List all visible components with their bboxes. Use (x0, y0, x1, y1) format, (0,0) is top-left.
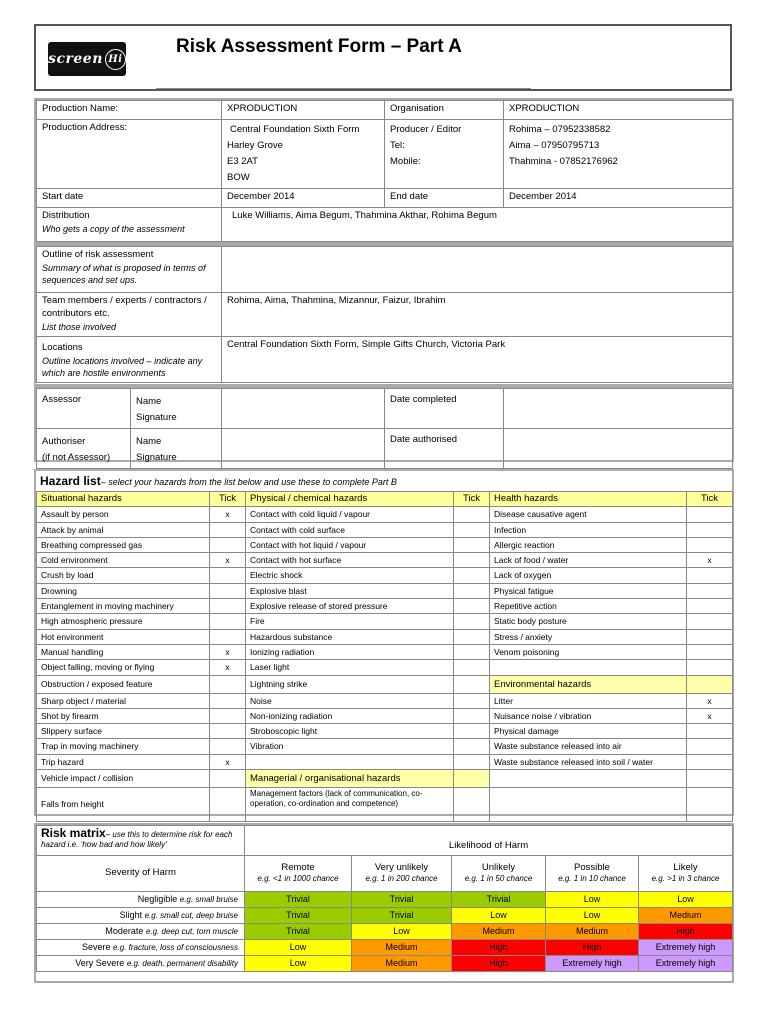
likelihood-very-unlikely: Very unlikely e.g. 1 in 200 chance (352, 856, 452, 892)
severity-slight: Slight e.g. small cut, deep bruise (37, 908, 245, 924)
hazard-item: Waste substance released into soil / water (490, 754, 687, 769)
distribution-value[interactable]: Luke Williams, Aima Begum, Thahmina Akthar, Rohima Begum (222, 208, 733, 242)
tick-cell[interactable] (454, 788, 490, 822)
screen-hi-logo: screen Hi (48, 42, 126, 76)
production-name-label: Production Name: (37, 101, 222, 120)
hazard-item: Venom poisoning (490, 644, 687, 659)
hazard-item: Lack of food / water (490, 553, 687, 568)
hazard-row (37, 693, 733, 708)
risk-level-cell: Extremely high (639, 956, 733, 972)
hazard-item: Litter (490, 693, 687, 708)
hazard-item: Falls from height (37, 788, 210, 822)
outline-value[interactable] (222, 247, 733, 293)
hazard-item: Allergic reaction (490, 537, 687, 552)
hazard-item: Non-ionizing radiation (246, 708, 454, 723)
risk-level-cell: Trivial (352, 892, 452, 908)
tick-cell[interactable] (687, 583, 733, 598)
hazard-row (37, 788, 733, 822)
hazard-row (37, 724, 733, 739)
tick-cell[interactable] (687, 537, 733, 552)
hazard-item: Contact with hot surface (246, 553, 454, 568)
tick-cell[interactable] (687, 599, 733, 614)
header-tick-space (687, 675, 733, 693)
likelihood-remote: Remote e.g. <1 in 1000 chance (245, 856, 352, 892)
authoriser-label: Authoriser (if not Assessor) (37, 429, 131, 469)
severity-header: Severity of Harm (37, 856, 245, 892)
hazard-row (37, 675, 733, 693)
tick-header: Tick (210, 492, 246, 507)
hazard-row (37, 660, 733, 675)
hazard-list-heading: Hazard list– select your hazards from the list below and use these to complete Part B (40, 474, 397, 488)
production-name-value[interactable]: XPRODUCTION (222, 101, 385, 120)
assessor-fields-label: Name Signature (131, 389, 222, 429)
hazard-item: Fire (246, 614, 454, 629)
risk-matrix-row (37, 956, 733, 972)
hazard-item: Entanglement in moving machinery (37, 599, 210, 614)
risk-level-cell: Medium (639, 908, 733, 924)
tick-cell[interactable] (454, 660, 490, 675)
title-underline (156, 88, 531, 89)
empty-cell (490, 770, 687, 788)
risk-level-cell: Medium (352, 940, 452, 956)
locations-label: Locations Outline locations involved – indicate any which are hostile environments (37, 337, 222, 383)
risk-level-cell: Extremely high (639, 940, 733, 956)
risk-level-cell: Trivial (452, 892, 546, 908)
risk-level-cell: Trivial (245, 924, 352, 940)
organisation-value[interactable]: XPRODUCTION (504, 101, 733, 120)
hazard-item: Cold environment (37, 553, 210, 568)
risk-level-cell: High (452, 956, 546, 972)
outline-label: Outline of risk assessment Summary of what is proposed in terms of sequences and set ups. (37, 247, 222, 293)
header-tick-space (454, 770, 490, 788)
risk-level-cell: High (452, 940, 546, 956)
tick-cell[interactable] (210, 568, 246, 583)
risk-level-cell: Medium (452, 924, 546, 940)
tick-cell[interactable] (454, 583, 490, 598)
tick-cell[interactable]: x (210, 507, 246, 522)
team-value[interactable]: Rohima, Aima, Thahmina, Mizannur, Faizur, Ibrahim (222, 293, 733, 337)
risk-matrix-row (37, 892, 733, 908)
tick-cell[interactable] (687, 568, 733, 583)
hazard-row (37, 583, 733, 598)
hazard-item: Noise (246, 693, 454, 708)
hazard-item: Vehicle impact / collision (37, 770, 210, 788)
hazard-item: Obstruction / exposed feature (37, 675, 210, 693)
hazard-item: Infection (490, 522, 687, 537)
environmental-header: Environmental hazards (490, 675, 687, 693)
hazard-item: Contact with cold liquid / vapour (246, 507, 454, 522)
tick-cell[interactable] (687, 754, 733, 769)
risk-level-cell: Low (546, 892, 639, 908)
risk-level-cell: Low (546, 908, 639, 924)
risk-matrix-row (37, 908, 733, 924)
hazard-item: Stroboscopic light (246, 724, 454, 739)
hazard-item: Management factors (lack of communication, co-operation, co-ordination and competence) (246, 788, 454, 822)
start-date-label: Start date (37, 189, 222, 208)
hazard-item: Contact with cold surface (246, 522, 454, 537)
risk-level-cell: Trivial (245, 908, 352, 924)
risk-level-cell: High (639, 924, 733, 940)
hazard-item: Disease causative agent (490, 507, 687, 522)
signoff-table (36, 388, 733, 469)
tick-header: Tick (687, 492, 733, 507)
risk-level-cell: Trivial (245, 892, 352, 908)
situational-header: Situational hazards (37, 492, 210, 507)
tick-cell[interactable] (454, 693, 490, 708)
tick-cell[interactable] (454, 522, 490, 537)
end-date-value[interactable]: December 2014 (504, 189, 733, 208)
production-address-value[interactable]: Central Foundation Sixth Form Harley Grove E3 2AT BOW (222, 120, 385, 189)
tick-cell[interactable] (454, 754, 490, 769)
hazard-item: Explosive blast (246, 583, 454, 598)
hazard-row (37, 708, 733, 723)
tick-cell[interactable] (454, 724, 490, 739)
hazard-item: Physical fatigue (490, 583, 687, 598)
assessor-input[interactable] (222, 389, 385, 429)
end-date-label: End date (385, 189, 504, 208)
tick-cell[interactable] (210, 675, 246, 693)
tick-cell[interactable] (687, 644, 733, 659)
risk-level-cell: High (546, 940, 639, 956)
hazard-item: Stress / anxiety (490, 629, 687, 644)
hazard-item: Drowning (37, 583, 210, 598)
tick-cell[interactable] (687, 507, 733, 522)
hazard-row (37, 553, 733, 568)
hazard-item: Vibration (246, 739, 454, 754)
tick-cell[interactable] (210, 522, 246, 537)
hazard-item: Sharp object / material (37, 693, 210, 708)
hazard-item: Contact with hot liquid / vapour (246, 537, 454, 552)
tick-cell[interactable] (687, 788, 733, 822)
tick-cell[interactable] (210, 788, 246, 822)
hazard-row (37, 739, 733, 754)
tick-cell[interactable] (687, 660, 733, 675)
tick-cell[interactable] (454, 739, 490, 754)
tick-cell[interactable] (210, 537, 246, 552)
risk-level-cell: Trivial (352, 908, 452, 924)
likelihood-likely: Likely e.g. >1 in 3 chance (639, 856, 733, 892)
locations-value[interactable]: Central Foundation Sixth Form, Simple Gifts Church, Victoria Park (222, 337, 733, 383)
hazard-item: Hot environment (37, 629, 210, 644)
tick-cell[interactable] (454, 644, 490, 659)
hazard-item: Assault by person (37, 507, 210, 522)
page-title: Risk Assessment Form – Part A (176, 36, 462, 57)
date-completed-label: Date completed (385, 389, 504, 429)
physical-header: Physical / chemical hazards (246, 492, 454, 507)
tick-cell[interactable] (210, 693, 246, 708)
hazard-item: Object falling, moving or flying (37, 660, 210, 675)
tick-cell[interactable]: x (210, 660, 246, 675)
organisation-label: Organisation (385, 101, 504, 120)
hazard-item: Trip hazard (37, 754, 210, 769)
hazard-item: Electric shock (246, 568, 454, 583)
hazard-item: Attack by animal (37, 522, 210, 537)
tick-cell[interactable] (454, 675, 490, 693)
hazard-row (37, 614, 733, 629)
severity-very-severe: Very Severe e.g. death, permanent disability (37, 956, 245, 972)
tick-cell[interactable] (454, 614, 490, 629)
risk-matrix-heading: Risk matrix– use this to determine risk for each hazard i.e. ‘how bad and how likely’ (37, 826, 245, 856)
risk-level-cell: Extremely high (546, 956, 639, 972)
hazard-item: Lack of oxygen (490, 568, 687, 583)
hazard-item: Ionizing radiation (246, 644, 454, 659)
hazard-item: High atmospheric pressure (37, 614, 210, 629)
tick-cell[interactable] (210, 708, 246, 723)
likelihood-unlikely: Unlikely e.g. 1 in 50 chance (452, 856, 546, 892)
tick-cell[interactable] (210, 599, 246, 614)
hazard-item: Laser light (246, 660, 454, 675)
risk-level-cell: Low (352, 924, 452, 940)
outline-table (36, 246, 733, 383)
hazard-item: Lightning strike (246, 675, 454, 693)
tick-cell[interactable] (687, 614, 733, 629)
risk-matrix-row (37, 924, 733, 940)
tick-cell[interactable] (454, 553, 490, 568)
empty-cell (490, 660, 687, 675)
severity-negligible: Negligible e.g. small bruise (37, 892, 245, 908)
tick-cell[interactable] (687, 629, 733, 644)
risk-matrix-table (36, 825, 733, 972)
tick-cell[interactable]: x (210, 754, 246, 769)
tick-cell[interactable] (454, 629, 490, 644)
tick-cell[interactable] (454, 568, 490, 583)
tick-cell[interactable] (454, 599, 490, 614)
tick-cell[interactable]: x (210, 644, 246, 659)
authoriser-input[interactable] (222, 429, 385, 469)
authoriser-fields-label: Name Signature (131, 429, 222, 469)
hazard-row (37, 522, 733, 537)
empty-cell (490, 788, 687, 822)
tick-cell[interactable] (210, 629, 246, 644)
hazard-item: Manual handling (37, 644, 210, 659)
health-header: Health hazards (490, 492, 687, 507)
form-header (34, 24, 732, 91)
risk-level-cell: Medium (546, 924, 639, 940)
hazard-row (37, 568, 733, 583)
hazard-row (37, 599, 733, 614)
severity-severe: Severe e.g. fracture, loss of consciousness (37, 940, 245, 956)
hazard-row (37, 629, 733, 644)
tick-cell[interactable] (454, 708, 490, 723)
tick-cell[interactable]: x (210, 553, 246, 568)
hazard-table (36, 491, 733, 822)
tick-cell[interactable] (454, 537, 490, 552)
hazard-row (37, 507, 733, 522)
tick-cell[interactable]: x (687, 708, 733, 723)
producer-contacts[interactable]: Rohima – 07952338582 Aima – 07950795713 Thahmina - 07852176962 (504, 120, 733, 189)
likelihood-header: Likelihood of Harm (245, 826, 733, 856)
hazard-row (37, 754, 733, 769)
likelihood-possible: Possible e.g. 1 in 10 chance (546, 856, 639, 892)
producer-labels: Producer / Editor Tel: Mobile: (385, 120, 504, 189)
tick-cell[interactable] (210, 739, 246, 754)
tick-cell[interactable] (687, 724, 733, 739)
risk-level-cell: Medium (352, 956, 452, 972)
tick-header: Tick (454, 492, 490, 507)
tick-cell[interactable] (210, 724, 246, 739)
tick-cell[interactable] (687, 739, 733, 754)
risk-level-cell: Low (452, 908, 546, 924)
hazard-row (37, 537, 733, 552)
tick-cell[interactable] (210, 583, 246, 598)
hazard-item: Static body posture (490, 614, 687, 629)
risk-matrix-row (37, 940, 733, 956)
assessor-label: Assessor (37, 389, 131, 429)
tick-cell[interactable] (687, 770, 733, 788)
empty-cell (246, 754, 454, 769)
date-completed-input[interactable] (504, 389, 733, 429)
managerial-header: Managerial / organisational hazards (246, 770, 454, 788)
date-authorised-input[interactable] (504, 429, 733, 469)
hazard-item: Shot by firearm (37, 708, 210, 723)
start-date-value[interactable]: December 2014 (222, 189, 385, 208)
distribution-label: Distribution Who gets a copy of the assessment (37, 208, 222, 242)
hazard-item: Hazardous substance (246, 629, 454, 644)
hazard-item: Nuisance noise / vibration (490, 708, 687, 723)
hazard-item: Physical damage (490, 724, 687, 739)
tick-cell[interactable] (210, 614, 246, 629)
hazard-item: Explosive release of stored pressure (246, 599, 454, 614)
tick-cell[interactable] (687, 522, 733, 537)
hazard-row (37, 644, 733, 659)
tick-cell[interactable] (210, 770, 246, 788)
risk-level-cell: Low (245, 956, 352, 972)
hazard-item: Slippery surface (37, 724, 210, 739)
hazard-item: Crush by load (37, 568, 210, 583)
tick-cell[interactable]: x (687, 693, 733, 708)
tick-cell[interactable] (454, 507, 490, 522)
hazard-item: Waste substance released into air (490, 739, 687, 754)
hazard-row (37, 770, 733, 788)
hazard-item: Breathing compressed gas (37, 537, 210, 552)
date-authorised-label: Date authorised (385, 429, 504, 469)
production-address-label: Production Address: (37, 120, 222, 189)
team-label: Team members / experts / contractors / contributors etc. List those involved (37, 293, 222, 337)
tick-cell[interactable]: x (687, 553, 733, 568)
hazard-item: Trap in moving machinery (37, 739, 210, 754)
risk-level-cell: Low (245, 940, 352, 956)
risk-level-cell: Low (639, 892, 733, 908)
hazard-item: Repetitive action (490, 599, 687, 614)
production-info-table (36, 100, 733, 242)
severity-moderate: Moderate e.g. deep cut, torn muscle (37, 924, 245, 940)
